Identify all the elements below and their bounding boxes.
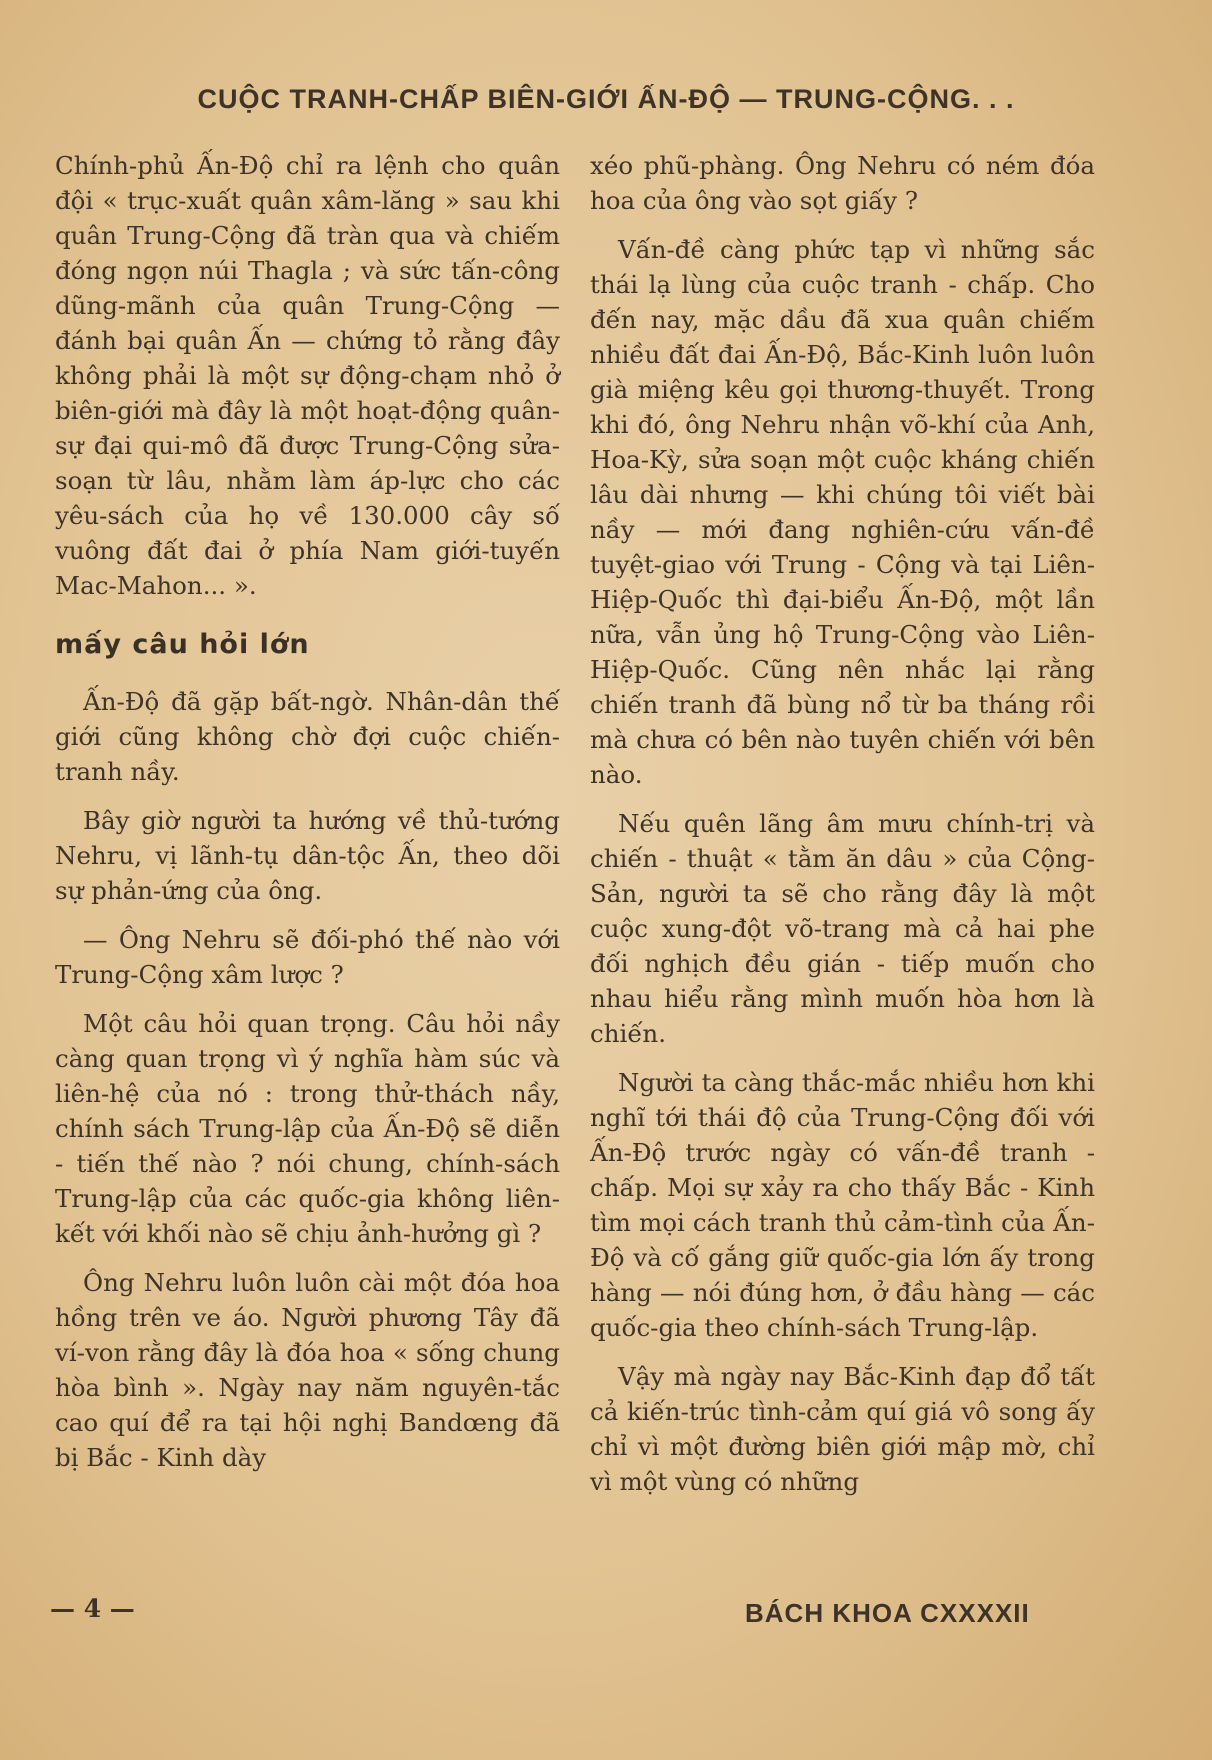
- paragraph: — Ông Nehru sẽ đối-phó thế nào với Trung-Cộng xâm lược ?: [55, 925, 560, 989]
- paragraph: Nếu quên lãng âm mưu chính-trị và chiến - thuật « tằm ăn dâu » của Cộng-Sản, người ta sẽ cho rằng đây là một cuộc xung-đột võ-trang mà cả hai phe đối nghịch đều gián - tiếp muốn cho nhau hiểu rằng mình muốn hòa hơn là chiến.: [590, 809, 1095, 1048]
- left-column: [55, 148, 560, 1489]
- paragraph: Vậy mà ngày nay Bắc-Kinh đạp đổ tất cả kiến-trúc tình-cảm quí giá vô song ấy chỉ vì một đường biên giới mập mờ, chỉ vì một vùng có những: [590, 1362, 1095, 1496]
- paragraph: Người ta càng thắc-mắc nhiều hơn khi nghĩ tới thái độ của Trung-Cộng đối với Ấn-Độ trước ngày có vấn-đề tranh - chấp. Mọi sự xảy ra cho thấy Bắc - Kinh tìm mọi cách tranh thủ cảm-tình của Ấn-Độ và cố gắng giữ quốc-gia lớn ấy trong hàng — nói đúng hơn, ở đầu hàng — các quốc-gia theo chính-sách Trung-lập.: [590, 1068, 1095, 1342]
- paragraph: Một câu hỏi quan trọng. Câu hỏi nầy càng quan trọng vì ý nghĩa hàm súc và liên-hệ của nó : trong thử-thách nầy, chính sách Trung-lập của Ấn-Độ sẽ diễn - tiến thế nào ? nói chung, chính-sách Trung-lập của các quốc-gia không liên-kết với khối nào sẽ chịu ảnh-hưởng gì ?: [55, 1009, 560, 1248]
- page-number: — 4 —: [50, 1594, 135, 1623]
- paragraph: Bây giờ người ta hướng về thủ-tướng Nehru, vị lãnh-tụ dân-tộc Ấn, theo dõi sự phản-ứng của ông.: [55, 806, 560, 905]
- paragraph: xéo phũ-phàng. Ông Nehru có ném đóa hoa của ông vào sọt giấy ?: [590, 151, 1095, 215]
- paragraph: Ông Nehru luôn luôn cài một đóa hoa hồng trên ve áo. Người phương Tây đã ví-von rằng đây là đóa hoa « sống chung hòa bình ». Ngày nay năm nguyên-tắc cao quí để ra tại hội nghị Bandœng đã bị Bắc - Kinh dày: [55, 1268, 560, 1472]
- paragraph: Vấn-đề càng phức tạp vì những sắc thái lạ lùng của cuộc tranh - chấp. Cho đến nay, mặc dầu đã xua quân chiếm nhiều đất đai Ấn-Độ, Bắc-Kinh luôn luôn già miệng kêu gọi thương-thuyết. Trong khi đó, ông Nehru nhận võ-khí của Anh, Hoa-Kỳ, sửa soạn một cuộc kháng chiến lâu dài nhưng — khi chúng tôi viết bài nầy — mới đang nghiên-cứu vấn-đề tuyệt-giao với Trung - Cộng và tại Liên-Hiệp-Quốc thì đại-biểu Ấn-Độ, một lần nữa, vẫn ủng hộ Trung-Cộng vào Liên-Hiệp-Quốc. Cũng nên nhắc lại rằng chiến tranh đã bùng nổ từ ba tháng rồi mà chưa có bên nào tuyên chiến với bên nào.: [590, 235, 1095, 789]
- page-title: CUỘC TRANH-CHẤP BIÊN-GIỚI ẤN-ĐỘ — TRUNG-CỘNG. . .: [197, 84, 1015, 114]
- paragraph: Chính-phủ Ấn-Độ chỉ ra lệnh cho quân đội « trục-xuất quân xâm-lăng » sau khi quân Trung-Cộng đã tràn qua và chiếm đóng ngọn núi Thagla ; và sức tấn-công dũng-mãnh của quân Trung-Cộng — đánh bại quân Ấn — chứng tỏ rằng đây không phải là một sự động-chạm nhỏ ở biên-giới mà đây là một hoạt-động quân-sự đại qui-mô đã được Trung-Cộng sửa-soạn từ lâu, nhằm làm áp-lực cho các yêu-sách của họ về 130.000 cây số vuông đất đai ở phía Nam giới-tuyến Mac-Mahon... ».: [55, 151, 560, 600]
- magazine-issue: BÁCH KHOA CXXXXII: [745, 1598, 1030, 1628]
- right-column: [590, 148, 1095, 1513]
- paragraph: Ấn-Độ đã gặp bất-ngờ. Nhân-dân thế giới cũng không chờ đợi cuộc chiến-tranh nầy.: [55, 687, 560, 786]
- section-heading: mấy câu hỏi lớn: [55, 629, 310, 660]
